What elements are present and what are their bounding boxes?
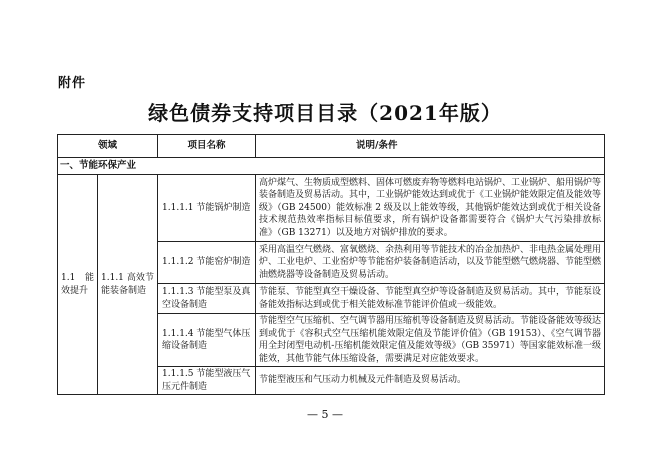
page-number: — 5 — xyxy=(307,408,343,421)
header-project-name: 项目名称 xyxy=(158,135,256,158)
document-title: 绿色债券支持项目目录（2021年版） xyxy=(148,101,502,125)
project-name-cell: 1.1.1.5 节能型液压气压元件制造 xyxy=(158,367,256,395)
project-name-cell: 1.1.1.2 节能窑炉制造 xyxy=(158,242,256,284)
condition-cell: 节能泵、节能型真空干燥设备、节能型真空炉等设备制造及贸易活动。其中，节能泵设备能效指标达到或优于相关能效标准节能评价值或一级能效。 xyxy=(256,284,605,314)
condition-cell: 节能型液压和气压动力机械及元件制造及贸易活动。 xyxy=(256,367,605,395)
level1-cell: 1.1 能效提升 xyxy=(58,175,98,395)
header-domain: 领域 xyxy=(58,135,158,158)
condition-cell: 采用高温空气燃烧、富氧燃烧、余热利用等节能技术的冶金加热炉、非电热金属处理用炉、工业电炉、工业窑炉等节能窑炉装备制造活动，以及节能型燃气燃烧器、节能型燃油燃烧器等设备制造及贸易活动。 xyxy=(256,242,605,284)
table-row xyxy=(58,175,605,242)
project-name-cell: 1.1.1.1 节能锅炉制造 xyxy=(158,175,256,242)
condition-cell: 高炉煤气、生物质成型燃料、固体可燃废弃物等燃料电站锅炉、工业锅炉、船用锅炉等装备制造及贸易活动。其中，工业锅炉能效达到或优于《工业锅炉能效限定值及能效等级》（GB 24500）能效标准 2 级及以上能效等级，其他锅炉能效达到或优于相关设备技术规范热效率指标目标值要求，所有锅炉设备都需要符合《锅炉大气污染排放标准》（GB 13271）以及地方对锅炉排放的要求。 xyxy=(256,175,605,242)
condition-cell: 节能型空气压缩机、空气调节器用压缩机等设备制造及贸易活动。节能设备能效等级达到或优于《容积式空气压缩机能效限定值及节能评价值》（GB 19153）、《空气调节器用全封闭型电动机-压缩机能效限定值及能效等级》（GB 35971）等国家能效标准一级能效，其他节能气体压缩设备，需要满足对应能效要求。 xyxy=(256,314,605,367)
project-name-cell: 1.1.1.3 节能型泵及真空设备制造 xyxy=(158,284,256,314)
section-title: 一、节能环保产业 xyxy=(58,158,605,175)
level2-cell: 1.1.1 高效节能装备制造 xyxy=(98,175,158,395)
header-condition: 说明/条件 xyxy=(256,135,605,158)
attachment-label: 附件 xyxy=(58,76,87,91)
catalog-table xyxy=(57,134,605,395)
section-row xyxy=(58,158,605,175)
table-header-row xyxy=(58,135,605,158)
project-name-cell: 1.1.1.4 节能型气体压缩设备制造 xyxy=(158,314,256,367)
